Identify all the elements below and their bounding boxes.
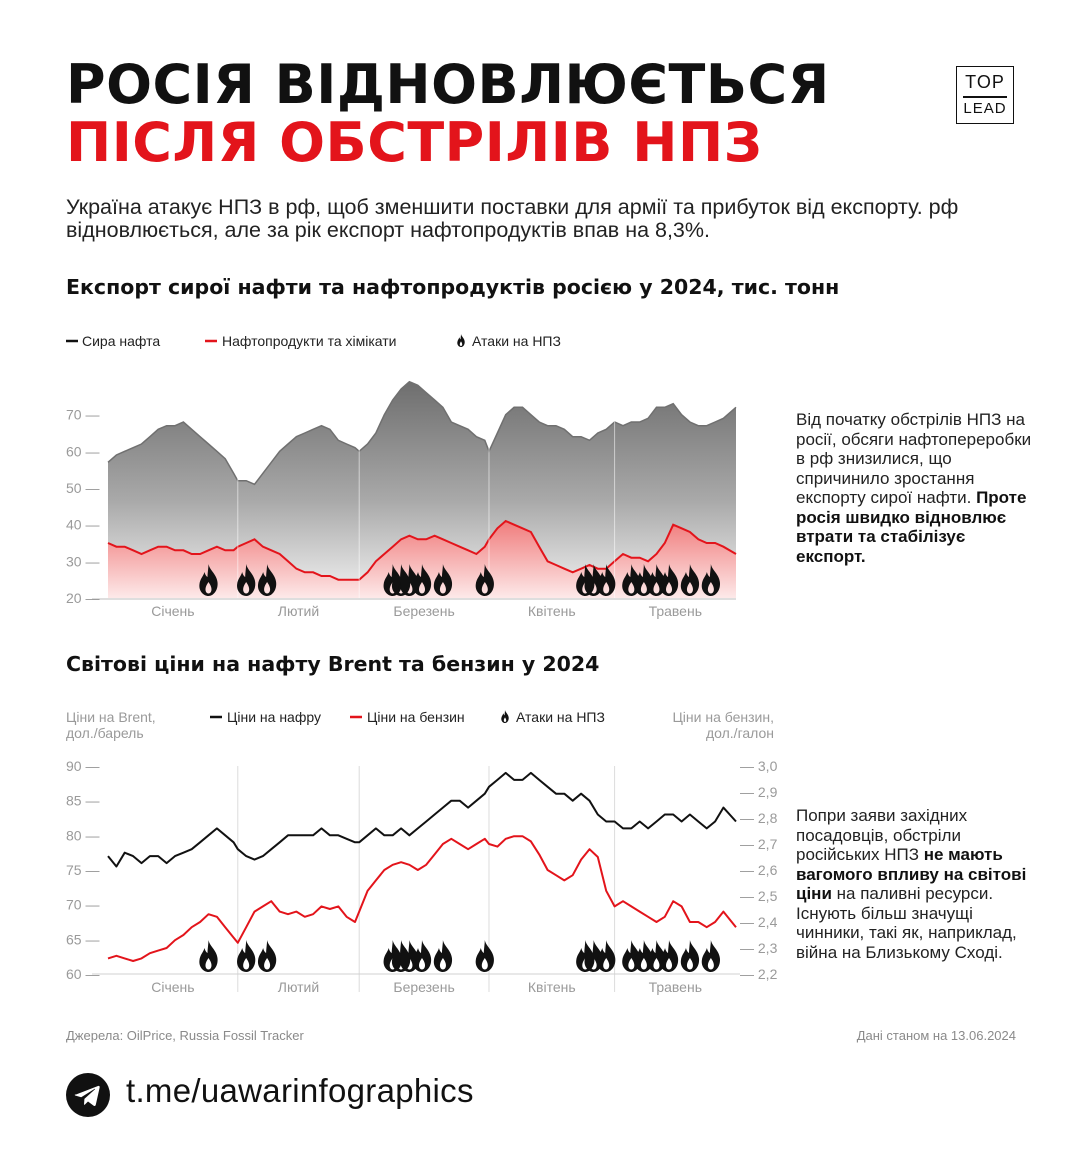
chart2-commentary-text-c: на паливні ресурси. Існують більш значущі чинники, такі як, наприклад, війна на Близькому Сході. [796, 884, 1017, 962]
chart2-left-y-tick: 70 — [66, 896, 100, 913]
chart1-commentary-text: Від початку обстрілів НПЗ на росії, обсяги нафтопереробки в рф знизилися, що спричинило зростання експорту сирої нафти. [796, 410, 1032, 507]
chart2-commentary-text-a: Попри заяви західних посадовців, обстріли російських НПЗ [796, 806, 968, 864]
logo-bottom-text: LEAD [963, 99, 1007, 117]
attack-flame-icon [237, 940, 255, 972]
page-title-line-2: ПІСЛЯ ОБСТРІЛІВ НПЗ [66, 111, 763, 174]
chart1-legend-flame-icon [457, 334, 464, 347]
chart1-y-axis [66, 407, 99, 606]
attack-flame-icon [681, 940, 699, 972]
chart2-right-y-axis [740, 758, 778, 982]
attack-flame-icon [434, 940, 452, 972]
telegram-icon[interactable] [66, 1073, 110, 1117]
export-area-chart [0, 320, 790, 630]
chart2-left-y-tick: 85 — [66, 792, 100, 809]
chart2-right-y-tick: — 3,0 [740, 758, 778, 774]
chart1-x-tick: Квітень [527, 603, 576, 619]
logo-top-text: TOP [965, 72, 1005, 92]
chart2-x-tick: Квітень [527, 979, 576, 995]
chart1-x-tick: Травень [648, 603, 703, 619]
chart2-right-y-tick: — 2,7 [740, 836, 778, 852]
data-date-note: Дані станом на 13.06.2024 [856, 1028, 1016, 1043]
chart2-legend-attacks: Атаки на НПЗ [516, 709, 605, 725]
chart2-legend-gasoline: Ціни на бензин [367, 709, 465, 725]
chart2-right-axis-label: Ціни на бензин, дол./галон [672, 709, 774, 741]
chart1-plot [92, 382, 736, 599]
chart2-commentary-emphasis: не мають вагомого впливу на світові ціни [796, 845, 1027, 903]
chart2-left-axis-label: Ціни на Brent, дол./барель [66, 709, 156, 741]
top-lead-logo [956, 66, 1014, 124]
chart2-right-y-tick: — 2,4 [740, 914, 778, 930]
chart2-plot [108, 773, 736, 961]
chart2-left-y-tick: 80 — [66, 827, 100, 844]
chart2-x-tick: Січень [151, 979, 195, 995]
chart1-x-tick: Січень [151, 603, 195, 619]
chart2-right-y-tick: — 2,8 [740, 810, 778, 826]
chart1-y-tick: 20 — [66, 590, 100, 606]
chart1-x-axis [151, 603, 702, 619]
chart2-left-y-tick: 60 — [66, 966, 100, 982]
chart1-y-tick: 40 — [66, 516, 100, 533]
chart1-commentary [796, 410, 1036, 566]
chart2-left-y-tick: 75 — [66, 862, 100, 878]
chart2-right-y-tick: — 2,3 [740, 940, 778, 956]
chart1-y-tick: 50 — [66, 480, 100, 496]
chart2-x-tick: Травень [648, 979, 703, 995]
chart2-x-tick: Березень [393, 979, 455, 995]
chart1-legend-attacks: Атаки на НПЗ [472, 333, 561, 349]
attack-flame-icon [258, 940, 276, 972]
chart2-commentary [796, 806, 1036, 962]
chart2-title: Світові ціни на нафту Brent та бензин у 2024 [66, 652, 600, 676]
telegram-channel-link[interactable]: t.me/uawarinfographics [126, 1072, 474, 1109]
chart2-legend-flame-icon [501, 710, 508, 723]
chart1-x-tick: Лютий [277, 603, 320, 619]
attack-flame-icon [476, 940, 494, 972]
chart1-legend-crude: Сира нафта [82, 333, 161, 349]
chart1-legend-products: Нафтопродукти та хімікати [222, 333, 397, 349]
attack-flame-icon [413, 940, 431, 972]
chart2-right-y-tick: — 2,6 [740, 862, 778, 878]
chart2-legend-oil: Ціни на нафру [227, 709, 321, 725]
attack-flame-icon [199, 940, 217, 972]
attack-flame-icon [597, 940, 615, 972]
chart2-x-tick: Лютий [277, 979, 320, 995]
chart1-commentary-emphasis: Проте росія швидко відновлює втрати та стабілізує експорт. [796, 488, 1027, 566]
series-oil-price-line [108, 773, 736, 867]
prices-line-chart [0, 700, 790, 1000]
page-title-line-1: РОСІЯ ВІДНОВЛЮЄТЬСЯ [66, 53, 830, 116]
chart1-title: Експорт сирої нафти та нафтопродуктів росією у 2024, тис. тонн [66, 275, 840, 299]
chart2-x-axis [151, 979, 702, 995]
chart2-right-y-tick: — 2,9 [740, 784, 778, 800]
chart2-attacks [199, 940, 720, 972]
chart2-right-y-tick: — 2,5 [740, 888, 778, 904]
sources-note: Джерела: OilPrice, Russia Fossil Tracker [66, 1028, 304, 1043]
chart2-left-y-axis [66, 758, 99, 982]
chart2-left-y-tick: 65 — [66, 931, 100, 948]
chart2-right-y-tick: — 2,2 [740, 966, 778, 982]
chart1-y-tick: 70 — [66, 406, 100, 423]
chart1-y-tick: 60 — [66, 443, 100, 460]
chart1-x-tick: Березень [393, 603, 455, 619]
chart2-header [66, 709, 774, 741]
chart2-left-y-tick: 90 — [66, 758, 100, 774]
attack-flame-icon [660, 940, 678, 972]
chart1-legend [66, 333, 561, 349]
chart1-y-tick: 30 — [66, 553, 100, 570]
attack-flame-icon [702, 940, 720, 972]
intro-text: Україна атакує НПЗ в рф, щоб зменшити поставки для армії та прибуток від експорту. рф відновлюється, але за рік експорт нафтопродуктів впав на 8,3%. [66, 195, 959, 242]
